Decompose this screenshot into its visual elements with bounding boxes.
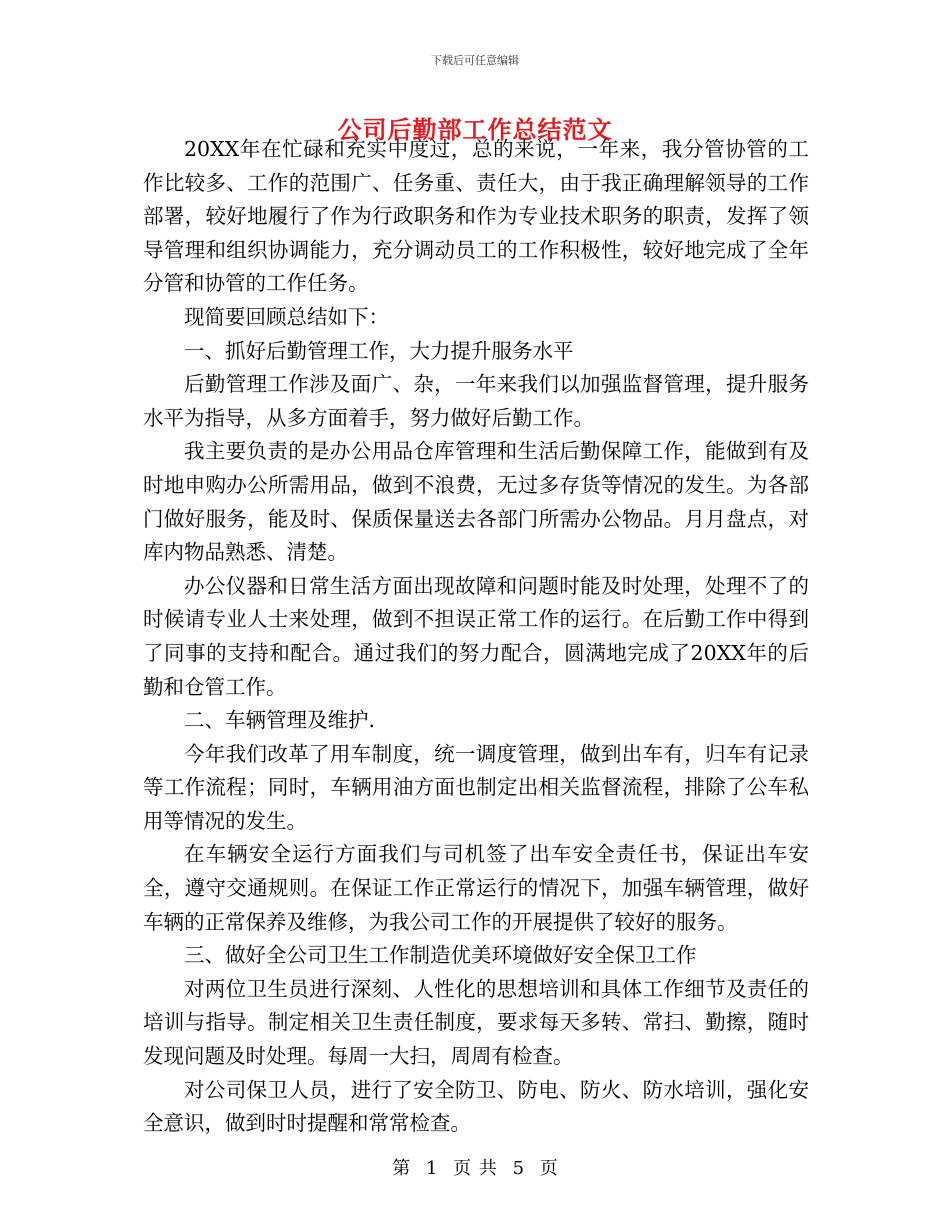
paragraph-review-lead: 现简要回顾总结如下： <box>184 304 389 329</box>
document-body <box>143 133 809 1141</box>
section-heading-3: 三、做好全公司卫生工作制造优美环境做好安全保卫工作 <box>184 943 697 968</box>
paragraph: 办公仪器和日常生活方面出现故障和问题时能及时处理，处理不了的时候请专业人士来处理，做到不担误正常工作的运行。在后勤工作中得到了同事的支持和配合。通过我们的努力配合，圆满地完成了20XX年的后勤和仓管工作。 <box>143 573 809 699</box>
paragraph: 今年我们改革了用车制度，统一调度管理，做到出车有，归车有记录等工作流程；同时，车辆用油方面也制定出相关监督流程，排除了公车私用等情况的发生。 <box>143 741 809 833</box>
paragraph: 后勤管理工作涉及面广、杂，一年来我们以加强监督管理，提升服务水平为指导，从多方面着手，努力做好后勤工作。 <box>143 372 809 430</box>
paragraph: 对两位卫生员进行深刻、人性化的思想培训和具体工作细节及责任的培训与指导。制定相关卫生责任制度，要求每天多转、常扫、勤擦，随时发现问题及时处理。每周一大扫，周周有检查。 <box>143 976 809 1069</box>
paragraph-intro: 20XX年在忙碌和充实中度过，总的来说，一年来，我分管协管的工作比较多、工作的范围广、任务重、责任大，由于我正确理解领导的工作部署，较好地履行了作为行政职务和作为专业技术职务的职责，发挥了领导管理和组织协调能力，充分调动员工的工作积极性，较好地完成了全年分管和协管的工作任务。 <box>143 137 809 296</box>
paragraph: 在车辆安全运行方面我们与司机签了出车安全责任书，保证出车安全，遵守交通规则。在保证工作正常运行的情况下，加强车辆管理，做好车辆的正常保养及维修，为我公司工作的开展提供了较好的服务。 <box>143 842 809 934</box>
section-heading-1: 一、抓好后勤管理工作，大力提升服务水平 <box>184 338 574 363</box>
footer-suffix: 页 <box>539 1158 558 1179</box>
paragraph: 对公司保卫人员，进行了安全防卫、防电、防火、防水培训，强化安全意识，做到时时提醒和常常检查。 <box>143 1077 809 1136</box>
paragraph: 我主要负责的是办公用品仓库管理和生活后勤保障工作，能做到有及时地申购办公所需用品，做到不浪费，无过多存货等情况的发生。为各部门做好服务，能及时、保质保量送去各部门所需办公物品。月月盘点，对库内物品熟悉、清楚。 <box>143 439 809 565</box>
page-footer <box>0 1154 950 1180</box>
current-page-number: 1 <box>425 1158 438 1179</box>
footer-prefix: 第 <box>392 1158 411 1179</box>
footer-mid: 页 共 <box>453 1158 497 1179</box>
document-title: 公司后勤部工作总结范文 <box>337 116 613 144</box>
total-page-count: 5 <box>512 1158 525 1179</box>
page-header: 下载后可任意编辑 <box>431 54 519 67</box>
section-heading-2: 二、车辆管理及维护. <box>184 708 376 733</box>
